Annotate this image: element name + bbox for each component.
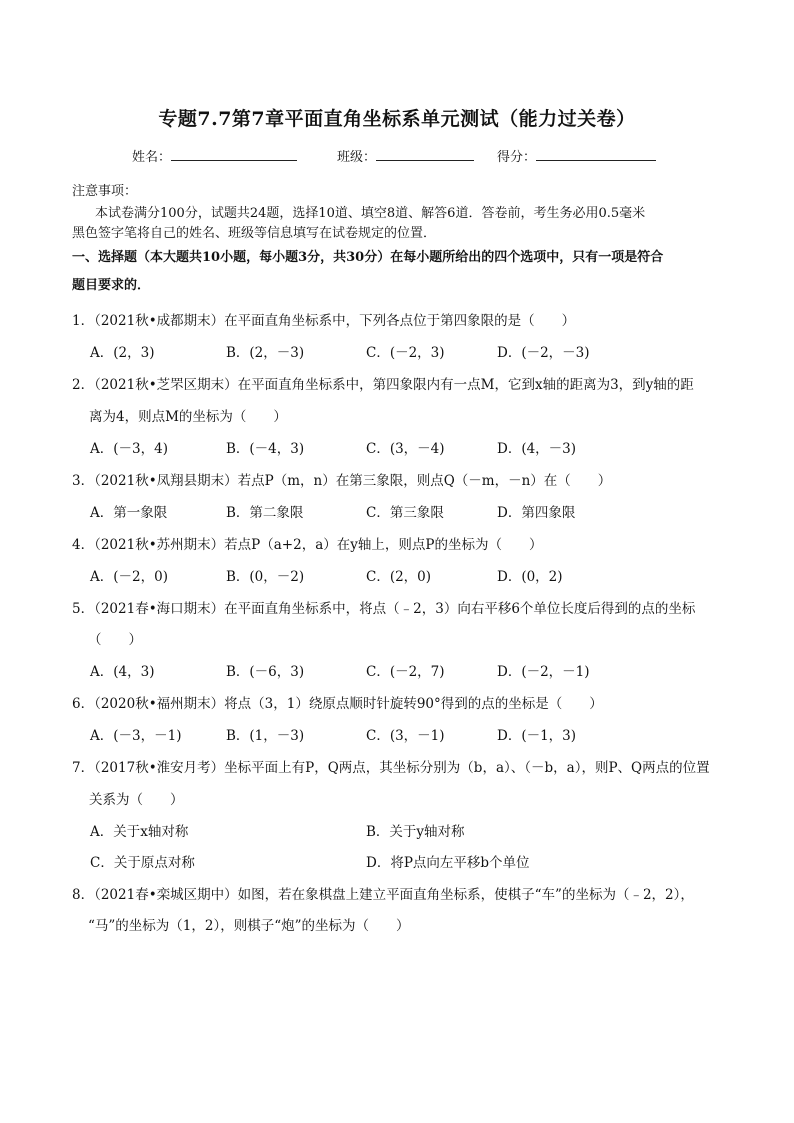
notes-line-1: 本试卷满分100分，试题共24题，选择10道、填空8道、解答6道．答卷前，考生务必用0.5毫米 [95,206,646,221]
q3-option-c[interactable]: C．第三象限 [366,505,444,521]
q4-option-c[interactable]: C．(2，0) [366,569,432,585]
question-5-stem-1: 5．（2021春•海口期末）在平面直角坐标系中，将点（﹣2，3）向右平移6个单位长度后得到的点的坐标 [72,601,696,617]
score-field [497,146,656,165]
question-5-stem-2: （ ） [88,632,142,648]
q6-option-a[interactable]: A．(－3，－1) [90,728,182,744]
q3-option-b[interactable]: B．第二象限 [226,505,304,521]
q7-option-c[interactable]: C．关于原点对称 [90,855,195,871]
notes-heading: 注意事项： [72,184,138,199]
q7-option-a[interactable]: A．关于x轴对称 [90,824,189,840]
q6-option-c[interactable]: C．(3，－1) [366,728,445,744]
question-4-stem: 4．（2021秋•苏州期末）若点P（a+2，a）在y轴上，则点P的坐标为（ ） [72,537,543,553]
score-blank[interactable] [536,147,656,161]
question-8-stem-2: “马”的坐标为（1，2），则棋子“炮”的坐标为（ ） [88,918,410,934]
q3-option-d[interactable]: D．第四象限 [497,505,576,521]
question-1-stem: 1．（2021秋•成都期末）在平面直角坐标系中，下列各点位于第四象限的是（ ） [72,313,576,329]
q2-option-c[interactable]: C．(3，－4) [366,441,445,457]
q2-option-a[interactable]: A．(－3，4) [90,441,168,457]
q4-option-d[interactable]: D．(0，2) [497,569,563,585]
section-instruction-2: 题目要求的． [72,278,151,293]
question-2-stem-2: 离为4，则点M的坐标为（ ） [89,409,287,425]
q4-option-b[interactable]: B．(0，－2) [226,569,305,585]
question-7-stem-1: 7．（2017秋•淮安月考）坐标平面上有P，Q两点，其坐标分别为（b，a）、（－b，a），则P、Q两点的位置 [72,760,710,776]
name-field [132,146,297,165]
name-blank[interactable] [171,147,297,161]
question-3-stem: 3．（2021秋•凤翔县期末）若点P（m，n）在第三象限，则点Q（－m，－n）在（ ） [72,473,612,489]
section-instruction-1: 一、选择题（本大题共10小题，每小题3分，共30分）在每小题所给出的四个选项中，只有一项是符合 [72,250,664,265]
q5-option-a[interactable]: A．(4，3) [90,664,155,680]
class-label: 班级： [337,150,377,165]
class-field [337,146,474,165]
question-6-stem: 6．（2020秋•福州期末）将点（3，1）绕原点顺时针旋转90°得到的点的坐标是（ ） [72,696,603,712]
question-7-stem-2: 关系为（ ） [89,792,184,808]
q1-option-b[interactable]: B．(2，－3) [226,345,305,361]
q6-option-d[interactable]: D．(－1，3) [497,728,577,744]
q1-option-c[interactable]: C．(－2，3) [366,345,445,361]
q5-option-c[interactable]: C．(－2，7) [366,664,445,680]
q5-option-b[interactable]: B．(－6，3) [226,664,305,680]
q7-option-d[interactable]: D．将P点向左平移b个单位 [366,855,530,871]
q7-option-b[interactable]: B．关于y轴对称 [366,824,465,840]
exam-title: 专题7.7第7章平面直角坐标系单元测试（能力过关卷） [158,108,636,130]
q1-option-d[interactable]: D．(－2，－3) [497,345,590,361]
q1-option-a[interactable]: A．(2，3) [90,345,155,361]
q2-option-d[interactable]: D．(4，－3) [497,441,577,457]
class-blank[interactable] [376,147,474,161]
question-8-stem-1: 8．（2021春•栾城区期中）如图，若在象棋盘上建立平面直角坐标系，使棋子“车”的坐标为（﹣2，2）， [72,887,694,903]
q5-option-d[interactable]: D．(－2，－1) [497,664,590,680]
q3-option-a[interactable]: A．第一象限 [90,505,168,521]
question-2-stem-1: 2．（2021秋•芝罘区期末）在平面直角坐标系中，第四象限内有一点M，它到x轴的距离为3，到y轴的距 [72,377,694,393]
q6-option-b[interactable]: B．(1，－3) [226,728,305,744]
q4-option-a[interactable]: A．(－2，0) [90,569,168,585]
q2-option-b[interactable]: B．(－4，3) [226,441,305,457]
notes-line-2: 黑色签字笔将自己的姓名、班级等信息填写在试卷规定的位置． [72,226,437,241]
score-label: 得分： [497,150,537,165]
name-label: 姓名： [132,150,172,165]
